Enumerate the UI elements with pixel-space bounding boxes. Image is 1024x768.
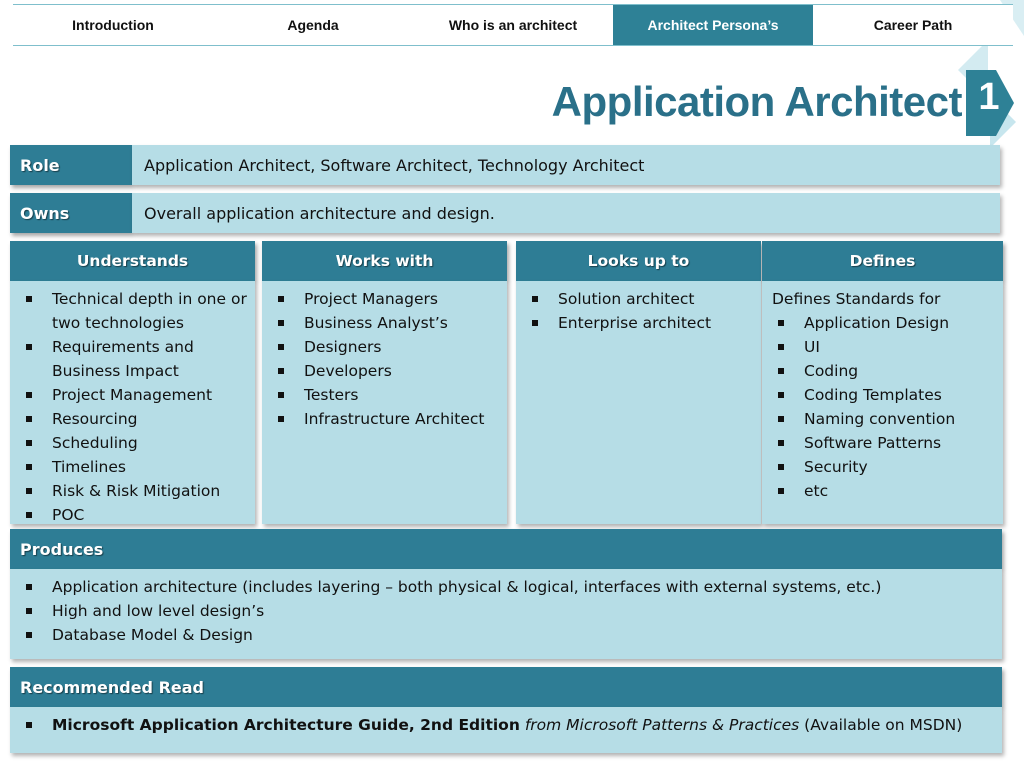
list-item: Infrastructure Architect bbox=[272, 407, 501, 431]
list-item bbox=[20, 713, 992, 737]
produces-header: Produces bbox=[10, 529, 1002, 569]
list-item: Developers bbox=[272, 359, 501, 383]
defines-body bbox=[762, 281, 1003, 524]
list-item: High and low level design’s bbox=[20, 599, 992, 623]
role-label: Role bbox=[10, 145, 132, 185]
list-item: Business Analyst’s bbox=[272, 311, 501, 335]
understands-panel bbox=[10, 241, 255, 524]
list-item: Resourcing bbox=[20, 407, 249, 431]
role-value: Application Architect, Software Architect, Technology Architect bbox=[132, 145, 1000, 185]
top-navigation bbox=[13, 4, 1013, 46]
list-item: Application Design bbox=[772, 311, 997, 335]
understands-body bbox=[10, 281, 255, 524]
recommended-read-header: Recommended Read bbox=[10, 667, 1002, 707]
list-item: Project Management bbox=[20, 383, 249, 407]
list-item: Requirements and Business Impact bbox=[20, 335, 249, 383]
recommended-read-body bbox=[10, 707, 1002, 753]
defines-header: Defines bbox=[762, 241, 1003, 281]
produces-body bbox=[10, 569, 1002, 659]
works-with-body bbox=[262, 281, 507, 524]
tab-career-path[interactable]: Career Path bbox=[873, 17, 953, 33]
list-item: Scheduling bbox=[20, 431, 249, 455]
list-item: Software Patterns bbox=[772, 431, 997, 455]
list-item: UI bbox=[772, 335, 997, 359]
list-item: POC bbox=[20, 503, 249, 527]
works-with-panel bbox=[262, 241, 507, 524]
tab-introduction[interactable]: Introduction bbox=[72, 17, 154, 33]
list-item: Security bbox=[772, 455, 997, 479]
list-item: Testers bbox=[272, 383, 501, 407]
list-item: etc bbox=[772, 479, 997, 503]
tab-who-is-an-architect[interactable]: Who is an architect bbox=[448, 17, 578, 33]
list-item: Application architecture (includes layering – both physical & logical, interfaces with external systems, etc.) bbox=[20, 575, 992, 599]
page-title: Application Architect bbox=[551, 78, 962, 125]
list-item: Project Managers bbox=[272, 287, 501, 311]
list-item: Designers bbox=[272, 335, 501, 359]
list-item: Coding Templates bbox=[772, 383, 997, 407]
looks-up-to-header: Looks up to bbox=[516, 241, 761, 281]
persona-number: 1 bbox=[978, 76, 1000, 118]
owns-label: Owns bbox=[10, 193, 132, 233]
owns-value: Overall application architecture and design. bbox=[132, 193, 1000, 233]
list-item: Timelines bbox=[20, 455, 249, 479]
understands-header: Understands bbox=[10, 241, 255, 281]
book-title: Microsoft Application Architecture Guide, 2nd Edition bbox=[52, 716, 520, 734]
list-item: Solution architect bbox=[526, 287, 755, 311]
list-item: Risk & Risk Mitigation bbox=[20, 479, 249, 503]
defines-panel bbox=[762, 241, 1003, 524]
list-item: Naming convention bbox=[772, 407, 997, 431]
book-source: from Microsoft Patterns & Practices bbox=[524, 716, 800, 734]
list-item: Coding bbox=[772, 359, 997, 383]
works-with-header: Works with bbox=[262, 241, 507, 281]
list-item: Enterprise architect bbox=[526, 311, 755, 335]
produces-panel bbox=[10, 529, 1002, 659]
looks-up-to-body bbox=[516, 281, 761, 524]
looks-up-to-panel bbox=[516, 241, 761, 524]
list-item: Technical depth in one or two technologies bbox=[20, 287, 249, 335]
book-availability: (Available on MSDN) bbox=[804, 716, 963, 734]
tab-agenda[interactable]: Agenda bbox=[287, 17, 339, 33]
recommended-read-panel bbox=[10, 667, 1002, 753]
defines-intro: Defines Standards for bbox=[772, 290, 941, 308]
list-item: Database Model & Design bbox=[20, 623, 992, 647]
tab-architect-personas[interactable]: Architect Persona’s bbox=[613, 5, 813, 45]
